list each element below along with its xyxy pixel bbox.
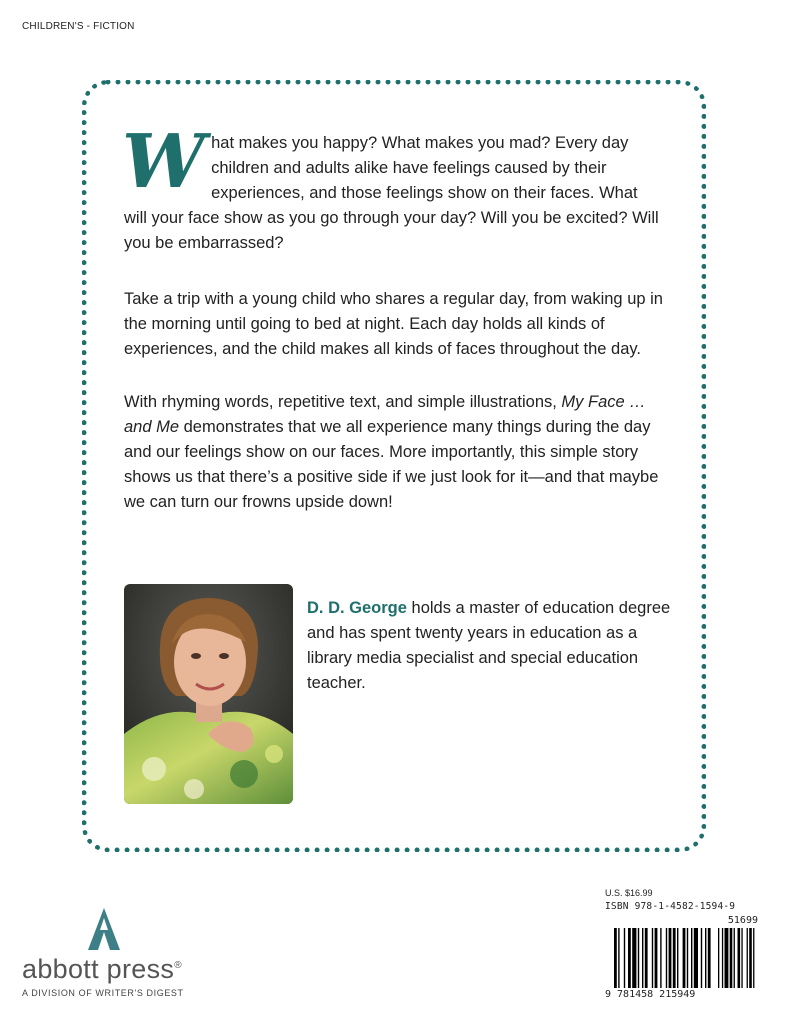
blurb-paragraph-1-text: hat makes you happy? What makes you mad? Every day children and adults alike have feelings caused by their experiences, and those feelings show on their faces. What will your face show as you go through your day? Will you be excited? Will you be embarrassed?	[124, 134, 659, 252]
price-addon-code: 51699	[727, 915, 758, 926]
addon-bar	[749, 928, 752, 988]
author-bio	[307, 596, 677, 696]
barcode-bar	[614, 928, 617, 988]
barcode-bar	[642, 928, 643, 988]
barcode-bar	[660, 928, 661, 988]
addon-bar	[725, 928, 729, 988]
barcode-bar	[694, 928, 698, 988]
barcode-bars	[614, 928, 764, 988]
barcode-block	[602, 888, 768, 1006]
ean-number: 9 781458 215949	[605, 989, 696, 1000]
price-label: U.S. $16.99	[605, 888, 653, 898]
publisher-logo	[22, 906, 202, 1001]
barcode-bar	[705, 928, 706, 988]
barcode-bar	[683, 928, 686, 988]
addon-bar	[753, 928, 754, 988]
barcode-bar	[655, 928, 658, 988]
barcode-bar	[624, 928, 625, 988]
addon-bar	[747, 928, 748, 988]
book-title: My Face … and Me	[124, 393, 646, 436]
drop-cap-letter: W	[122, 119, 206, 205]
barcode-bar	[701, 928, 702, 988]
barcode-bar	[666, 928, 667, 988]
category-label: CHILDREN'S - FICTION	[22, 21, 135, 32]
barcode-bar	[669, 928, 672, 988]
publisher-tagline: A DIVISION OF WRITER'S DIGEST	[22, 988, 184, 998]
barcode-bar	[673, 928, 676, 988]
registered-mark: ®	[174, 960, 182, 971]
author-photo	[124, 584, 293, 804]
author-bio-text: holds a master of education degree and has spent twenty years in education as a library media specialist and special education teacher.	[307, 599, 671, 692]
barcode-bar	[628, 928, 631, 988]
barcode-bar	[638, 928, 639, 988]
blurb-paragraph-3	[124, 390, 664, 515]
abbott-press-a-icon	[86, 906, 122, 952]
barcode-bar	[677, 928, 678, 988]
barcode-bar	[618, 928, 619, 988]
addon-bar	[718, 928, 719, 988]
blurb-paragraph-3-start: With rhyming words, repetitive text, and simple illustrations,	[124, 393, 562, 411]
addon-bar	[738, 928, 741, 988]
addon-bar	[730, 928, 733, 988]
author-name: D. D. George	[307, 599, 407, 617]
addon-bar	[734, 928, 735, 988]
addon-bar	[722, 928, 723, 988]
barcode-bar	[687, 928, 688, 988]
addon-bar	[741, 928, 742, 988]
publisher-name: abbott press®	[22, 954, 182, 984]
barcode-bar	[645, 928, 648, 988]
blurb-paragraph-2: Take a trip with a young child who shares a regular day, from waking up in the morning until going to bed at night. Each day holds all kinds of experiences, and the child makes all kinds of faces throughout the day.	[124, 290, 663, 358]
blurb-paragraph-1	[122, 119, 664, 256]
barcode-bar	[691, 928, 692, 988]
isbn-text: ISBN 978-1-4582-1594-9	[605, 901, 736, 912]
barcode-bar	[708, 928, 711, 988]
barcode-bar	[632, 928, 636, 988]
blurb-paragraph-3-end: demonstrates that we all experience many things during the day and our feelings show on our faces. More importantly, this simple story shows us that there’s a positive side if we just look for it—and that maybe we can turn our frowns upside down!	[124, 418, 659, 511]
barcode-bar	[652, 928, 653, 988]
